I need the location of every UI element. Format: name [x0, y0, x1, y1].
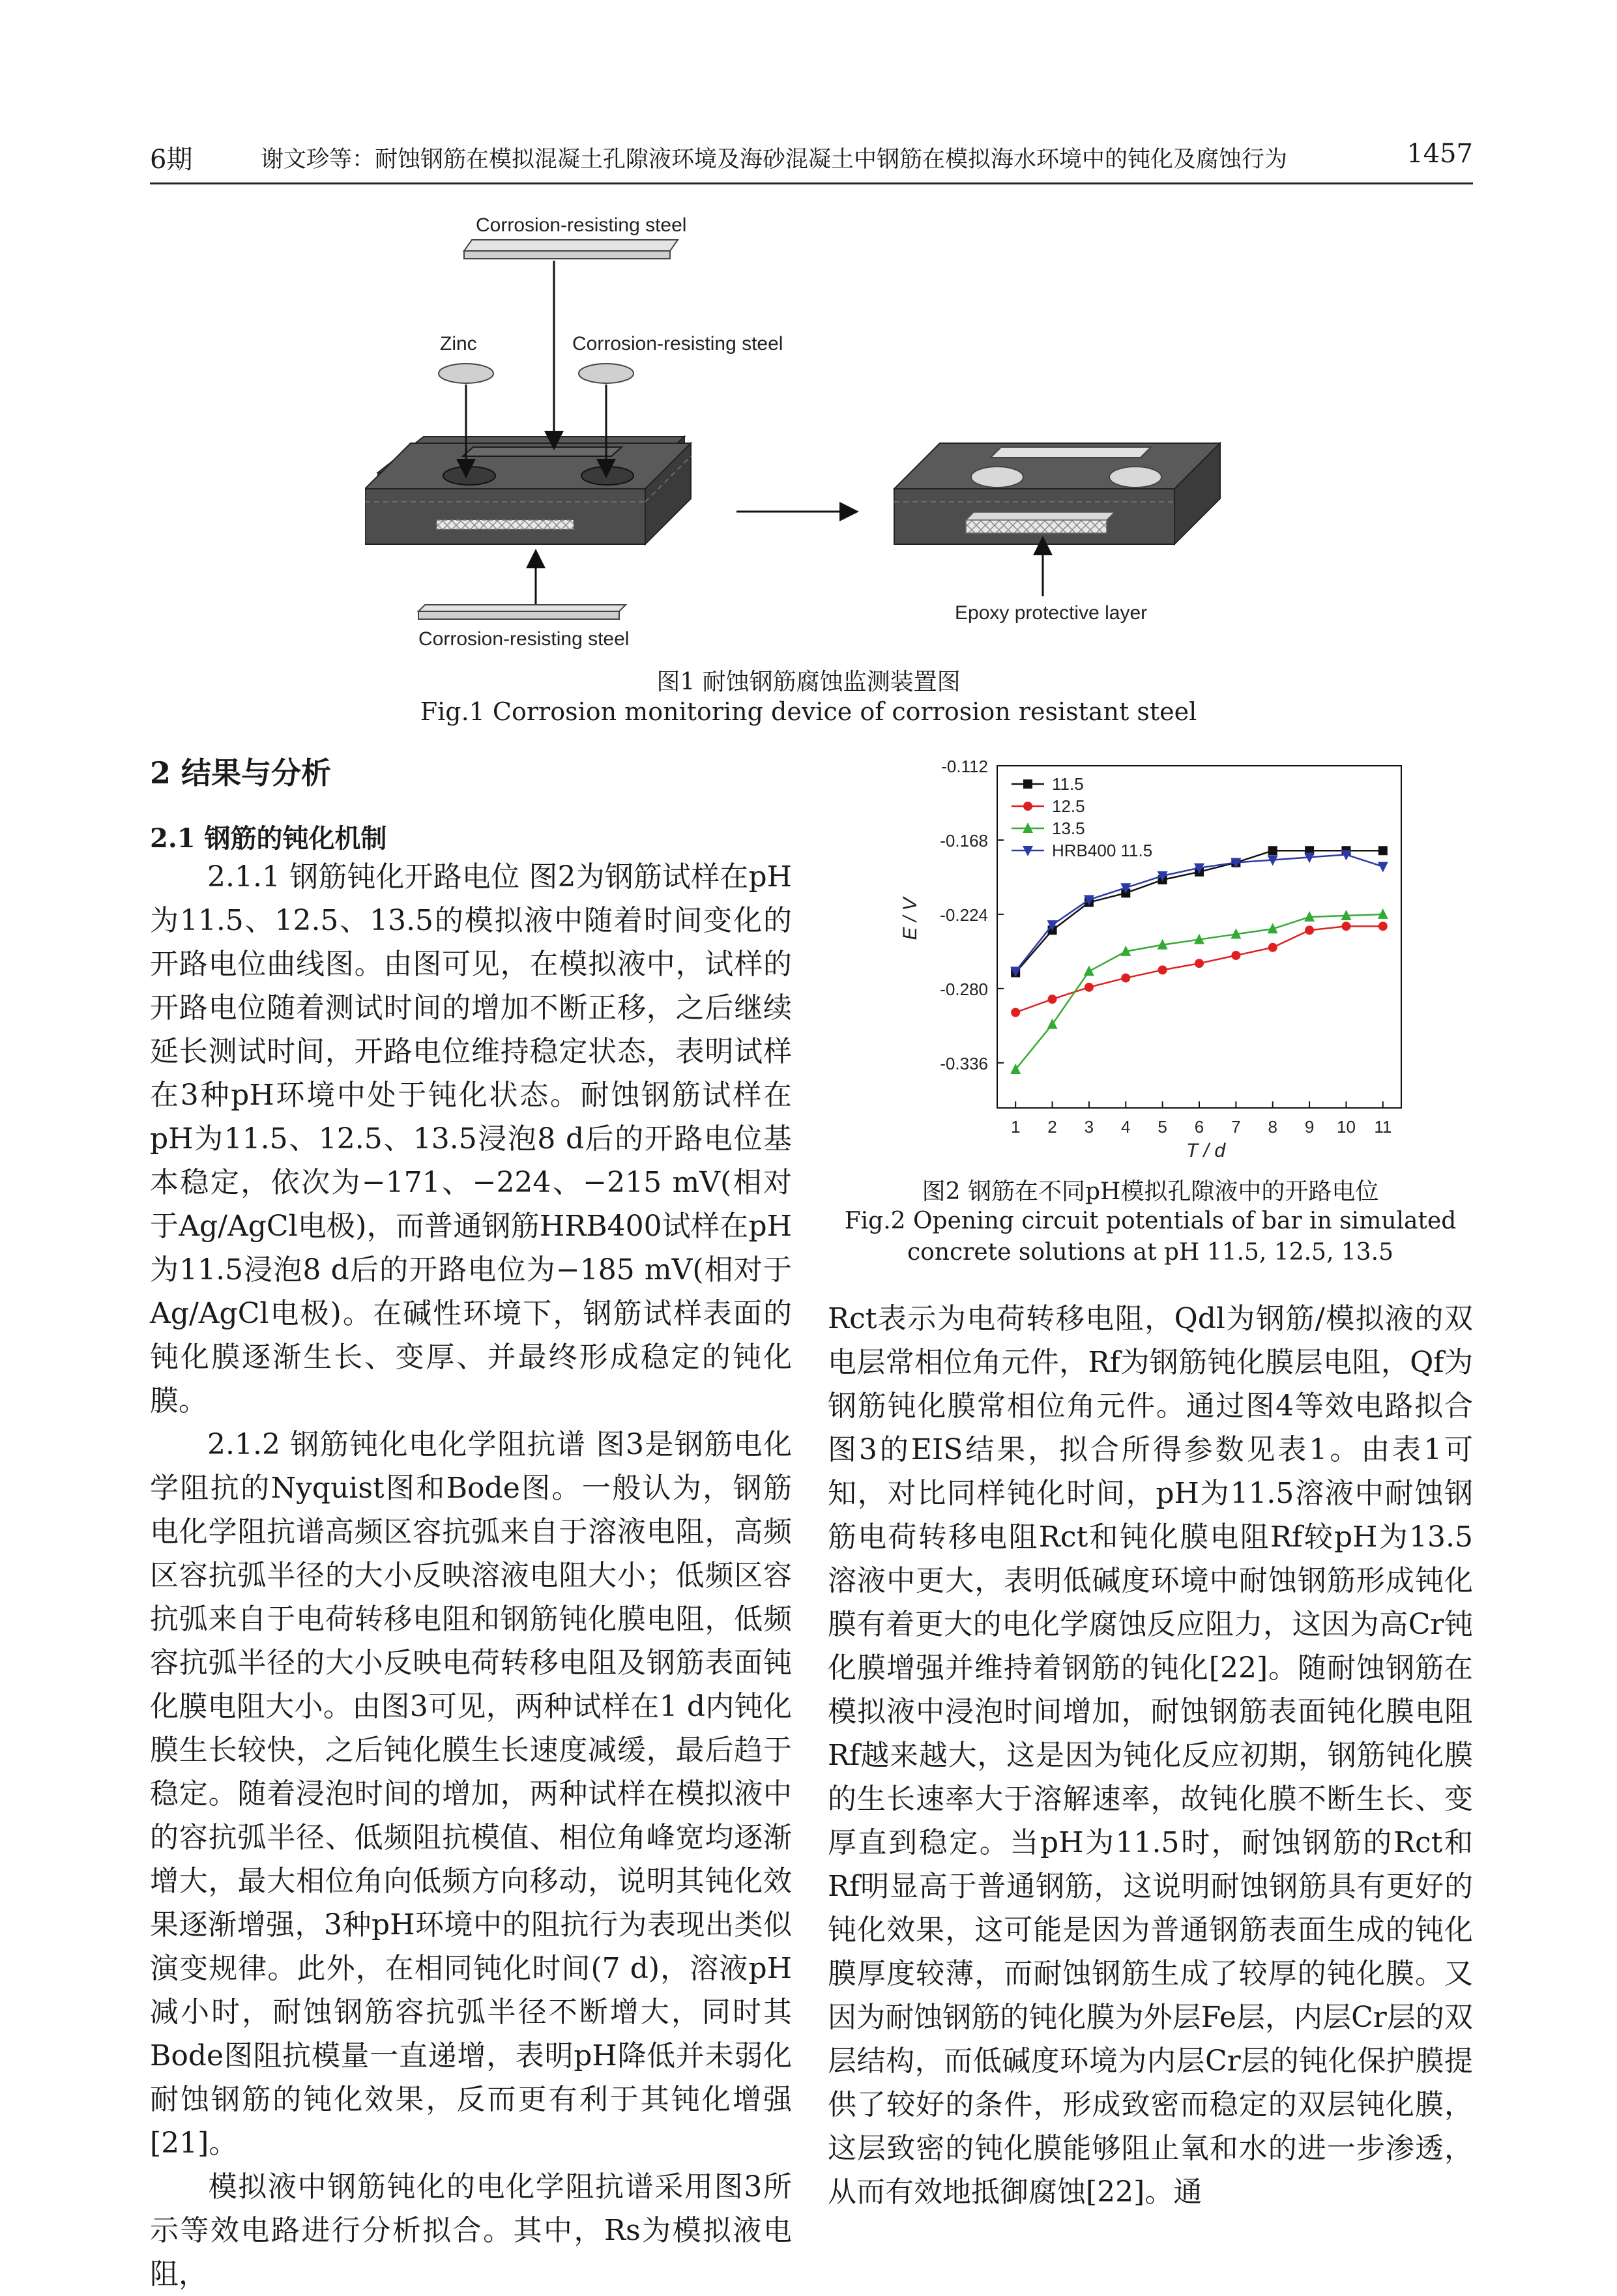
- y-axis-label: E / V: [899, 897, 921, 940]
- x-tick-label: 2: [1047, 1117, 1057, 1137]
- data-point: [1268, 846, 1277, 855]
- steel-disc: [579, 364, 634, 383]
- x-tick-label: 8: [1268, 1117, 1277, 1137]
- data-point: [1378, 922, 1388, 931]
- data-point: [1023, 779, 1032, 789]
- label-bottom-steel: Corrosion-resisting steel: [418, 628, 630, 650]
- legend-label: 13.5: [1052, 819, 1085, 838]
- data-point: [1305, 925, 1314, 935]
- legend-entry: [1012, 796, 1085, 816]
- x-tick-label: 11: [1374, 1117, 1392, 1137]
- subsection-title: 2.1 钢筋的钝化机制: [150, 823, 387, 854]
- figure1-caption-en: Fig.1 Corrosion monitoring device of corrosion resistant steel: [420, 697, 1197, 726]
- y-tick-label: -0.112: [941, 757, 988, 776]
- y-tick-label: -0.280: [940, 979, 988, 999]
- running-title: 谢文珍等：耐蚀钢筋在模拟混凝土孔隙液环境及海砂混凝土中钢筋在模拟海水环境中的钝化及腐蚀行为: [261, 147, 1288, 173]
- figure1-diagram: [365, 215, 1238, 658]
- legend-label: 12.5: [1052, 796, 1085, 816]
- label-zinc: Zinc: [440, 333, 477, 355]
- legend-entry: [1012, 841, 1152, 860]
- legend-entry: [1012, 774, 1084, 794]
- x-tick-label: 10: [1336, 1117, 1356, 1137]
- label-epoxy: Epoxy protective layer: [955, 602, 1148, 624]
- y-tick-label: -0.168: [940, 830, 988, 850]
- data-point: [1378, 862, 1388, 873]
- paragraph-text: 2.1.2 钢筋钝化电化学阻抗谱 图3是钢筋电化学阻抗的Nyquist图和Bode图。一般认为，钢筋电化学阻抗谱高频区容抗弧来自于溶液电阻，高频区容抗弧半径的大小反映溶液电阻大小；低频区容抗弧来自于电荷转移电阻和钢筋钝化膜电阻，低频容抗弧半径的大小反映电荷转移电阻及钢筋表面钝化膜电阻大小。由图3可见，两种试样在1 d内钝化膜生长较快，之后钝化膜生长速度减缓，最后趋于稳定。随着浸泡时间的增加，两种试样在模拟液中的容抗弧半径、低频阻抗模值、相位角峰宽均逐渐增大，最大相位角向低频方向移动，说明其钝化效果逐渐增强，3种pH环境中的阻抗行为表现出类似演变规律。此外，在相同钝化时间(7 d)，溶液pH减小时，耐蚀钢筋容抗弧半径不断增大，同时其Bode图阻抗模量一直递增，表明pH降低并未弱化耐蚀钢筋的钝化效果，反而更有利于其钝化增强[21]。: [150, 1428, 792, 2160]
- series: [1010, 850, 1388, 977]
- legend-entry: [1012, 819, 1085, 838]
- paragraph-text: 模拟液中钢筋钝化的电化学阻抗谱采用图3所示等效电路进行分析拟合。其中，Rs为模拟液电阻，: [150, 2170, 792, 2291]
- data-point: [1341, 922, 1350, 931]
- paragraph: [150, 2165, 792, 2296]
- section-title: 2 结果与分析: [150, 755, 332, 791]
- x-tick-label: 6: [1194, 1117, 1204, 1137]
- series: [1010, 908, 1388, 1074]
- data-point: [1195, 959, 1204, 968]
- y-tick-label: -0.336: [940, 1053, 988, 1073]
- paragraph: [150, 855, 792, 1423]
- concrete-block-right: [894, 443, 1220, 544]
- right-column: [828, 1297, 1473, 2214]
- figure2-caption-cn: 图2 钢筋在不同pH模拟孔隙液中的开路电位: [922, 1178, 1379, 1205]
- x-tick-label: 9: [1304, 1117, 1315, 1137]
- x-tick-label: 4: [1121, 1117, 1131, 1137]
- zinc-disc: [439, 364, 493, 383]
- x-axis-label: T / d: [1186, 1140, 1226, 1160]
- x-tick-label: 3: [1084, 1117, 1094, 1137]
- data-point: [1048, 995, 1057, 1004]
- page-number: 1457: [1406, 139, 1473, 169]
- data-point: [1121, 974, 1130, 983]
- paragraph: [150, 1423, 792, 2165]
- figure2-caption-en: Fig.2 Opening circuit potentials of bar in simulated concrete solutions at pH 11.5, 12.5, 13.5: [844, 1208, 1457, 1266]
- paragraph-text: Rct表示为电荷转移电阻，Qdl为钢筋/模拟液的双电层常相位角元件，Rf为钢筋钝化膜层电阻，Qf为钢筋钝化膜常相位角元件。通过图4等效电路拟合图3的EIS结果，拟合所得参数见表1。由表1可知，对比同样钝化时间，pH为11.5溶液中耐蚀钢筋电荷转移电阻Rct和钝化膜电阻Rf较pH为13.5溶液中更大，表明低碱度环境中耐蚀钢筋形成钝化膜有着更大的电化学腐蚀反应阻力，这因为高Cr钝化膜增强并维持着钢筋的钝化[22]。随耐蚀钢筋在模拟液中浸泡时间增加，耐蚀钢筋表面钝化膜电阻Rf越来越大，这是因为钝化反应初期，钢筋钝化膜的生长速率大于溶解速率，故钝化膜不断生长、变厚直到稳定。当pH为11.5时，耐蚀钢筋的Rct和Rf明显高于普通钢筋，这说明耐蚀钢筋具有更好的钝化效果，这可能是因为普通钢筋表面生成的钝化膜厚度较薄，而耐蚀钢筋生成了较厚的钝化膜。又因为耐蚀钢筋的钝化膜为外层Fe层，内层Cr层的双层结构，而低碱度环境为内层Cr层的钝化保护膜提供了较好的条件，形成致密而稳定的双层钝化膜，这层致密的钝化膜能够阻止氧和水的进一步渗透，从而有效地抵御腐蚀[22]。通: [828, 1302, 1473, 2209]
- x-tick-label: 1: [1010, 1117, 1021, 1137]
- data-point: [1084, 965, 1094, 976]
- label-top-steel: Corrosion-resisting steel: [476, 215, 687, 236]
- top-steel-plate: [464, 240, 678, 259]
- data-point: [1231, 951, 1240, 960]
- data-point: [1011, 1008, 1020, 1017]
- data-point: [1158, 965, 1167, 974]
- x-tick-label: 5: [1158, 1117, 1167, 1137]
- data-point: [1378, 846, 1388, 855]
- data-point: [1268, 943, 1277, 952]
- legend-label: HRB400 11.5: [1052, 841, 1153, 860]
- left-column: [150, 855, 792, 2296]
- y-tick-label: -0.224: [940, 905, 988, 925]
- issue-number: 6期: [150, 145, 193, 175]
- concrete-block-left-body: [365, 443, 691, 544]
- figure1-caption-cn: 图1 耐蚀钢筋腐蚀监测装置图: [656, 669, 961, 695]
- x-tick-label: 7: [1231, 1117, 1241, 1137]
- paragraph-text: 2.1.1 钢筋钝化开路电位 图2为钢筋试样在pH为11.5、12.5、13.5的模拟液中随着时间变化的开路电位曲线图。由图可见，在模拟液中，试样的开路电位随着测试时间的增加不断正移，之后继续延长测试时间，开路电位维持稳定状态，表明试样在3种pH环境中处于钝化状态。耐蚀钢筋试样在pH为11.5、12.5、13.5浸泡8 d后的开路电位基本稳定，依次为−171、−224、−215 mV(相对于Ag/AgCl电极)，而普通钢筋HRB400试样在pH为11.5浸泡8 d后的开路电位为−185 mV(相对于Ag/AgCl电极)。在碱性环境下，钢筋试样表面的钝化膜逐渐生长、变厚、并最终形成稳定的钝化膜。: [150, 860, 792, 1417]
- figure2-chart: [899, 756, 1421, 1160]
- data-point: [1085, 983, 1094, 992]
- label-right-steel: Corrosion-resisting steel: [572, 333, 783, 355]
- bottom-steel-plate: [418, 605, 626, 619]
- running-header: [150, 134, 1473, 179]
- data-point: [1023, 802, 1032, 811]
- paragraph: [828, 1297, 1473, 2214]
- legend-label: 11.5: [1052, 774, 1084, 794]
- header-rule: [150, 182, 1473, 184]
